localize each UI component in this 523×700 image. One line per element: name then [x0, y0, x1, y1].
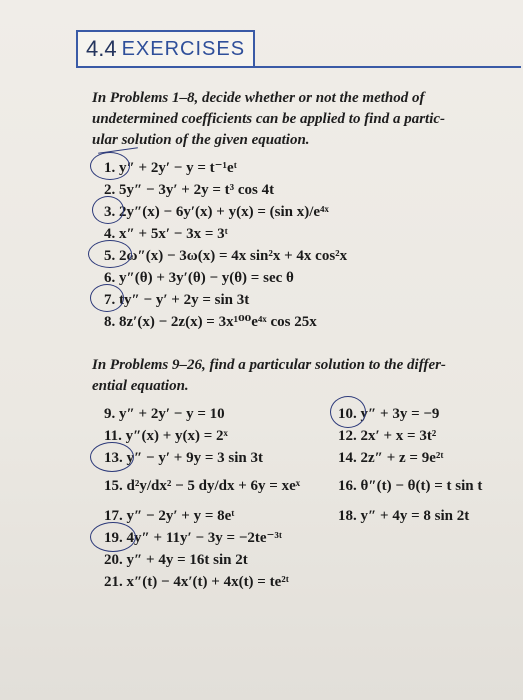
section-header [76, 30, 521, 68]
problem-14: 14. 2z″ + z = 9e²ᵗ [338, 450, 444, 466]
problem-12: 12. 2x′ + x = 3t² [338, 428, 437, 444]
problem-1: 1. y″ + 2y′ − y = t⁻¹eᵗ [104, 160, 237, 176]
intro-line-2: undetermined coefficients can be applied to find a partic- [92, 111, 446, 127]
problem-7: 7. ty″ − y′ + 2y = sin 3t [104, 292, 250, 308]
pen-circle-problem-10 [330, 396, 366, 428]
problem-5: 5. 2ω″(x) − 3ω(x) = 4x sin²x + 4x cos²x [104, 248, 348, 264]
section-header-box [76, 30, 255, 68]
problem-19: 19. 4y″ + 11y′ − 3y = −2te⁻³ᵗ [104, 530, 283, 546]
intro-line-1: In Problems 1–8, decide whether or not the method of [92, 90, 425, 106]
problem-21: 21. x″(t) − 4x′(t) + 4x(t) = te²ᵗ [104, 574, 289, 590]
problem-17: 17. y″ − 2y′ + y = 8eᵗ [104, 508, 235, 524]
problem-3: 3. 2y″(x) − 6y′(x) + y(x) = (sin x)/e⁴ˣ [104, 204, 329, 220]
pen-circle-problem-13 [90, 442, 134, 472]
intro2-line-1: In Problems 9–26, find a particular solution to the differ- [92, 357, 446, 373]
pen-circle-problem-5 [88, 240, 132, 268]
problem-10: 10. y″ + 3y = −9 [338, 406, 440, 422]
problem-6: 6. y″(θ) + 3y′(θ) − y(θ) = sec θ [104, 270, 294, 286]
problem-11: 11. y″(x) + y(x) = 2ˣ [104, 428, 228, 444]
pen-circle-problem-3 [92, 196, 124, 224]
pen-circle-problem-7 [90, 284, 124, 312]
section-number: 4.4 [86, 36, 117, 61]
problem-13: 13. y″ − y′ + 9y = 3 sin 3t [104, 450, 263, 466]
section-title: EXERCISES [121, 37, 246, 60]
problem-2: 2. 5y″ − 3y′ + 2y = t³ cos 4t [104, 182, 275, 198]
pen-circle-problem-1 [90, 152, 130, 180]
problem-9: 9. y″ + 2y′ − y = 10 [104, 406, 225, 422]
pen-circle-problem-19 [90, 522, 136, 552]
problem-15: 15. d²y/dx² − 5 dy/dx + 6y = xeˣ [104, 478, 301, 494]
intro-line-3: ular solution of the given equation. [92, 132, 310, 148]
problem-18: 18. y″ + 4y = 8 sin 2t [338, 508, 470, 524]
header-rule [76, 66, 521, 68]
intro2-line-2: ential equation. [92, 378, 189, 394]
problem-4: 4. x″ + 5x′ − 3x = 3ᵗ [104, 226, 228, 242]
problem-20: 20. y″ + 4y = 16t sin 2t [104, 552, 248, 568]
problem-16: 16. θ″(t) − θ(t) = t sin t [338, 478, 483, 494]
problem-8: 8. 8z′(x) − 2z(x) = 3x¹⁰⁰e⁴ˣ cos 25x [104, 314, 317, 330]
